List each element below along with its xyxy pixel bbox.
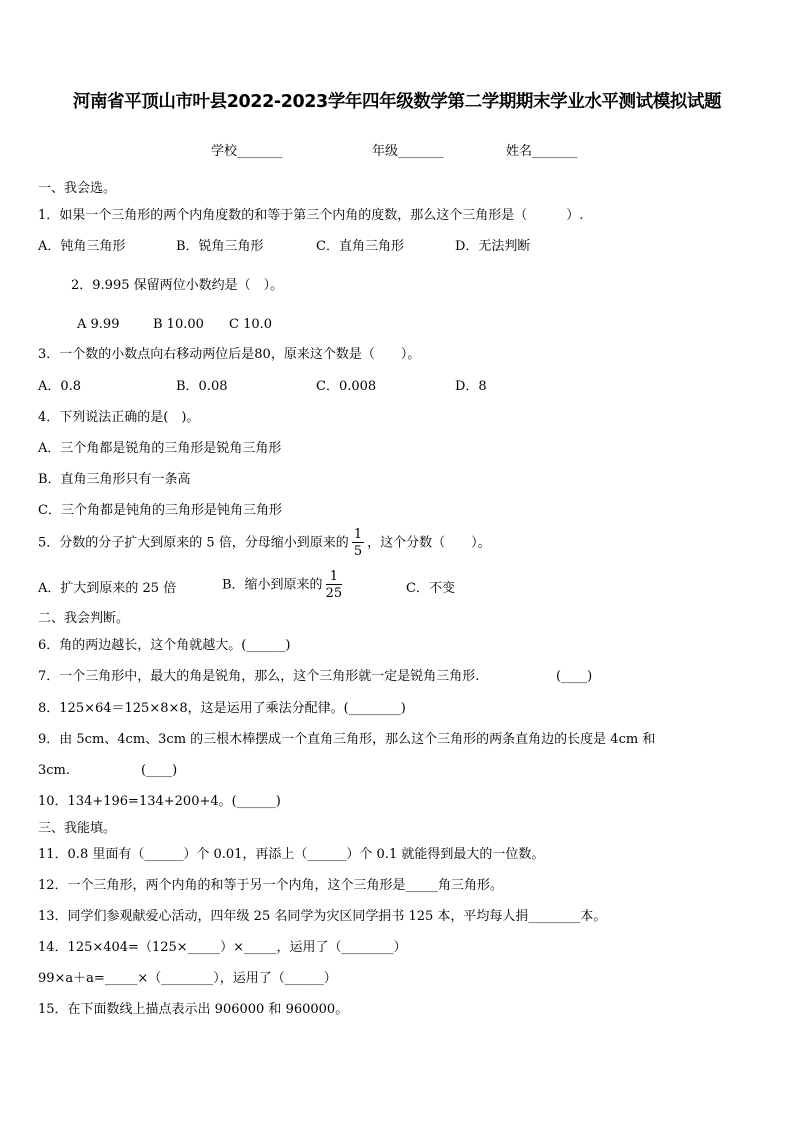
exam-title: 河南省平顶山市叶县2022-2023学年四年级数学第二学期期末学业水平测试模拟试题 xyxy=(72,92,722,112)
question-11: 11．0.8 里面有（______）个 0.01，再添上（______）个 0.1 就能得到最大的一位数。 xyxy=(38,847,545,862)
q3-option-b: B．0.08 xyxy=(176,379,228,394)
q5-option-b-denominator: 25 xyxy=(325,586,343,601)
q5-option-a: A．扩大到原来的 25 倍 xyxy=(38,581,177,596)
q5-fraction xyxy=(352,528,364,558)
question-9: 9．由 5cm、4cm、3cm 的三根木棒摆成一个直角三角形，那么这个三角形的两条直角边的长度是 4cm 和 xyxy=(38,732,656,747)
q1-option-d: D．无法判断 xyxy=(455,239,531,254)
q5-option-b-numerator: 1 xyxy=(326,570,343,585)
question-4: 4．下列说法正确的是( )。 xyxy=(38,410,200,425)
section-1-heading: 一、我会选。 xyxy=(38,181,117,196)
q2-option-b: B 10.00 xyxy=(153,317,204,332)
section-3-heading: 三、我能填。 xyxy=(38,821,117,836)
question-15: 15．在下面数线上描点表示出 906000 和 960000。 xyxy=(38,1002,349,1017)
name-field: 姓名_______ xyxy=(506,144,578,159)
question-14-line-2: 99×a＋a=_____×（________），运用了（______） xyxy=(38,971,337,986)
q4-option-b: B．直角三角形只有一条高 xyxy=(38,472,191,487)
q2-option-a: A 9.99 xyxy=(77,317,120,332)
question-5 xyxy=(38,528,491,558)
q1-option-c: C．直角三角形 xyxy=(316,239,404,254)
q5-text-after: ，这个分数（ ）。 xyxy=(367,535,491,551)
q1-option-b: B．锐角三角形 xyxy=(176,239,264,254)
question-8: 8．125×64＝125×8×8，这是运用了乘法分配律。(________) xyxy=(38,701,406,716)
q7-blank: (____) xyxy=(556,669,593,684)
question-1: 1．如果一个三角形的两个内角度数的和等于第三个内角的度数，那么这个三角形是（ ）. xyxy=(38,208,584,223)
q3-option-c: C．0.008 xyxy=(316,379,377,394)
question-12: 12．一个三角形，两个内角的和等于另一个内角，这个三角形是_____角三角形。 xyxy=(38,878,504,893)
question-10: 10．134+196=134+200+4。(______) xyxy=(38,794,281,809)
q5-option-c: C．不变 xyxy=(406,581,455,596)
q4-option-c: C．三个角都是钝角的三角形是钝角三角形 xyxy=(38,503,282,518)
q5-option-b-text: B．缩小到原来的 xyxy=(222,577,323,593)
question-7: 7．一个三角形中，最大的角是锐角，那么，这个三角形就一定是锐角三角形. xyxy=(38,669,480,684)
q5-fraction-numerator: 1 xyxy=(353,527,363,542)
q3-option-d: D．8 xyxy=(455,379,487,394)
q1-option-a: A．钝角三角形 xyxy=(38,239,126,254)
q4-option-a: A．三个角都是锐角的三角形是锐角三角形 xyxy=(38,441,282,456)
q2-option-c: C 10.0 xyxy=(229,317,273,332)
q3-option-a: A．0.8 xyxy=(38,379,82,394)
q9-continuation: 3cm. xyxy=(38,763,71,778)
q5-option-b-fraction xyxy=(326,570,343,600)
question-14-line-1: 14．125×404=（125×_____）×_____，运用了（________） xyxy=(38,940,407,955)
section-2-heading: 二、我会判断。 xyxy=(38,611,130,626)
question-6: 6．角的两边越长，这个角就越大。(______) xyxy=(38,638,291,653)
question-3: 3．一个数的小数点向右移动两位后是80，原来这个数是（ ）。 xyxy=(38,347,421,362)
grade-field: 年级_______ xyxy=(372,144,444,159)
question-13: 13．同学们参观献爱心活动，四年级 25 名同学为灾区同学捐书 125 本，平均每人捐________本。 xyxy=(38,909,607,924)
q5-fraction-denominator: 5 xyxy=(353,544,363,559)
q5-text-before: 5．分数的分子扩大到原来的 5 倍，分母缩小到原来的 xyxy=(38,535,349,551)
question-2: 2．9.995 保留两位小数约是（ ）。 xyxy=(71,278,284,293)
q5-option-b xyxy=(222,570,345,600)
school-field: 学校_______ xyxy=(211,144,283,159)
q9-blank: (____) xyxy=(141,763,178,778)
